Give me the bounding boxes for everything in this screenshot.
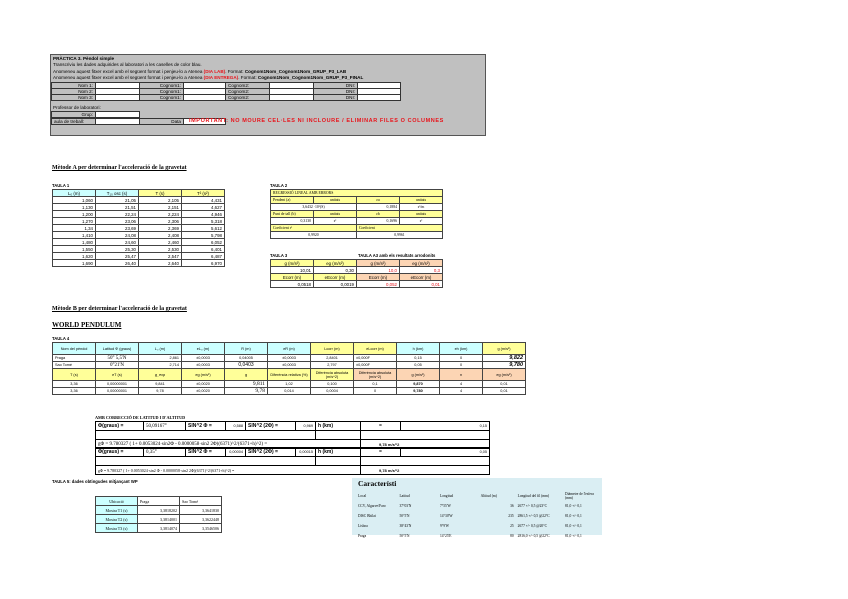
metode-b-title: Mètode B per determinar l'acceleració de la gravetat [52,306,187,312]
rel-diff-cell: 0,014 [268,388,311,395]
ea-value: 0,1884 [357,204,400,211]
abs-diff-cell: 0,0004 [311,388,354,395]
t-cell: 2,530 [139,246,182,253]
carac-header: Altitud (m) [480,494,497,498]
table-row [53,388,526,395]
t10-cell[interactable]: 25,30 [96,246,139,253]
n-cell[interactable]: 4 [440,388,483,395]
elcorr-cell: ±0,000F [354,362,397,369]
taula4-header: eL₀ (m) [182,343,225,355]
sample-label: Mostra T3 (s) [96,524,138,533]
l0-cell[interactable]: 1,410 [53,232,96,239]
table-row [53,246,225,253]
nom-label: Nom 1: [52,83,96,89]
cognom1-label: Cognom1: [140,95,184,101]
eecorr-header: eEcorr (m) [314,274,357,281]
taula2-label: TAULA 2 [270,183,288,188]
abs-diff-rounded-cell[interactable]: 0,1 [354,381,397,388]
t-cell: 2,151 [139,204,182,211]
h-label: h (km) [316,422,361,431]
unitats-label: unitats [314,197,357,204]
sin2-value: 0,00004 [226,448,246,457]
carac-header: Latitud [399,494,410,498]
aula-input[interactable] [96,119,140,125]
gravity-result: 9,78 m/s^2 [361,440,490,449]
grup-input[interactable] [96,112,140,118]
carac-header: Longitud [440,494,454,498]
eh-cell[interactable]: 0 [440,362,483,369]
l0-cell[interactable]: 1,060 [53,197,96,204]
taula5-label: TAULA 5: dades obtingudes mitjançant WP [52,479,138,484]
gravity-formula: gΦ = 9.780327 ( 1+ 0.0053024·sin2 Φ - 0.0000058·sin2 2Φ)(6371)^2/(6371+h)^2) = [96,466,361,475]
sin2-label: SIN^2 Φ = [186,422,226,431]
punt-tall-value: 0,3130 [271,218,314,225]
table-row [53,218,225,225]
t2-cell: 4,431 [182,197,225,204]
cognom2-label: Cognom2: [226,89,270,95]
data-label: Data [140,119,184,125]
practice-title: PRÀCTICA 3. Pèndol simple [53,56,115,61]
coef-r2-value: 0,9920 [271,232,357,239]
g-exp-cell: 9,78 [139,388,182,395]
coef-r2-label: Coeficient r² [271,225,357,232]
table-row [53,239,225,246]
taula4-header: eh (km) [440,343,483,355]
r-cell[interactable]: 0,04005 [225,355,268,362]
praga-value[interactable]: 3,3814074 [138,524,180,533]
unitats-label: unitats [400,211,443,218]
table-row [356,531,602,541]
taula-a3-label: TAULA A3 amb els resultats arrodonits [358,253,436,258]
carac-cell: 81,0 +/- 0,1 [565,504,582,508]
eb-label: εb [357,211,400,218]
l0-cell[interactable]: 1,480 [53,239,96,246]
t10-cell[interactable]: 24,08 [96,232,139,239]
professor-label: Professor de laboratori: [53,105,101,110]
r-cell[interactable]: 0,0403 [225,362,268,369]
carac-header: Local [358,494,367,498]
carac-cell: 38°43'N [399,524,412,528]
eg-cell: ±0,0020 [182,381,225,388]
t2-cell: 6,487 [182,253,225,260]
carac-cell: 81,0 +/- 0,1 [565,524,582,528]
er-cell[interactable]: ±0,0003 [268,362,311,369]
carac-cell: 2816,0 +/- 0,5 @22°C [517,534,550,538]
caracteristiques-table [356,491,602,541]
sao-tome-value[interactable]: 3,3641830 [180,506,222,515]
t10-cell[interactable]: 21,51 [96,204,139,211]
table-row [356,511,602,521]
taula4-header2: eT (s) [96,369,139,381]
table-row [53,232,225,239]
table-row [356,521,602,531]
phi-value[interactable]: 0,35° [144,448,186,457]
et-cell[interactable]: 0,00000001 [96,388,139,395]
carac-cell: 25 [510,524,514,528]
g-theory-cell: 9,78 [225,388,268,395]
g-rounded-cell[interactable]: 9,870 [397,381,440,388]
eecorr-rounded-value[interactable]: 0,01 [400,281,443,288]
nom-label: Nom 2: [52,89,96,95]
l0-cell[interactable]: 1,550 [53,246,96,253]
equals-sign: = [361,448,401,457]
t-cell: 2,306 [139,218,182,225]
t-cell: 2,105 [139,197,182,204]
carac-cell: 2677 +/- 0,5 @20°C [517,524,548,528]
table-row [356,501,602,511]
students-table [51,82,401,101]
aula-label: aula de treball: [52,119,96,125]
eg-header: eg (m/s²) [314,260,357,267]
ecorr-rounded-value[interactable]: 0,052 [357,281,400,288]
h-cell[interactable]: 0,05 [397,362,440,369]
taula4-header2: T (s) [53,369,96,381]
t10-cell[interactable]: 22,24 [96,211,139,218]
nom-input[interactable] [96,95,140,101]
sao-tome-value[interactable]: 3,3622448 [180,515,222,524]
t-cell: 2,369 [139,225,182,232]
table-row [53,225,225,232]
carac-header: Longitud del fil (mm) [517,494,550,498]
nom-label: Nom 3: [52,95,96,101]
eh-cell[interactable]: 0 [440,355,483,362]
taula3-label: TAULA 3 [270,253,288,258]
t10-cell[interactable]: 24,60 [96,239,139,246]
praga-value[interactable]: 3,3818202 [138,506,180,515]
taula5 [95,496,222,533]
taula2-regression [270,189,443,239]
taula4-header2: eg (m/s²) [182,369,225,381]
eg-rounded-cell[interactable]: 0,01 [483,388,526,395]
sin22-label: SIN^2 (2Φ) = [246,448,296,457]
punt-tall-unit: s² [314,218,357,225]
carac-cell: 2861,5 +/- 0,5 @22°C [517,514,550,518]
l0-cell[interactable]: 2,714 [139,362,182,369]
sample-label: Mostra T1 (s) [96,506,138,515]
eb-unit: s² [400,218,443,225]
sin22-value: 0,00015 [296,448,316,457]
carac-header: Diàmetre de l'esfera (mm) [565,492,594,500]
instruction-text: Transcriviu les dades adquirides al laboratori a les caselles de color blau. [53,62,202,67]
carac-cell: 50°5'N [399,514,410,518]
t-cell: 2,224 [139,211,182,218]
eg-cell: ±0,0020 [182,388,225,395]
phi-value[interactable]: 50,09167° [144,422,186,431]
taula4-label: TAULA 4 [52,336,70,341]
l0-cell[interactable]: 1,270 [53,218,96,225]
taula1-header: T (s) [139,190,182,197]
latitude-cell[interactable]: 0°21'N [96,362,139,369]
dni-label: DNI: [314,89,358,95]
carac-cell: 80 [510,534,514,538]
t2-cell: 5,612 [182,225,225,232]
taula1-label: TAULA 1 [52,183,70,188]
el0-cell[interactable]: ±0,0003 [182,362,225,369]
t-cell[interactable]: 3,36 [53,388,96,395]
latitude-cell[interactable]: 50° 5,5'N [96,355,139,362]
coef-label: Coeficient [357,225,443,232]
taula4-header2: Diferència absoluta (m/s^2) [354,369,397,381]
l0-cell[interactable]: 1,620 [53,253,96,260]
eb-value: 0,1696 [357,218,400,225]
et-cell[interactable]: 0,00000001 [96,381,139,388]
g-cell: 9,780 [483,362,526,369]
carac-cell: CCV, Algarve/Faro [358,504,386,508]
sin2-label: SIN^2 Φ = [186,448,226,457]
t-cell: 2,547 [139,253,182,260]
el0-cell[interactable]: ±0,0003 [182,355,225,362]
t2-cell: 5,798 [182,232,225,239]
h-label: h (km) [316,448,361,457]
praga-header: Praga [138,497,180,506]
g-rounded-header: g (m/s²) [357,260,400,267]
taula4-header: Nom del pèndol [53,343,96,355]
g-cell: 9,822 [483,355,526,362]
taula4-header: L₀ (m) [139,343,182,355]
table-row [96,515,222,524]
taula1-header: T² (s²) [182,190,225,197]
n-cell[interactable]: 4 [440,381,483,388]
carac-cell: 36 [510,504,514,508]
phi-label: Φ(graus) = [96,422,144,431]
carac-cell: 37°03'N [399,504,412,508]
taula4-header2: g_exp [139,369,182,381]
caracteristiques-title: Característi [358,479,397,488]
carac-cell: Lisboa [358,524,368,528]
eg-value: 0,30 [314,267,357,274]
g-exp-cell: 9,841 [139,381,182,388]
sin22-value: 0,969 [296,422,316,431]
dni-label: DNI: [314,95,358,101]
t2-cell: 4,627 [182,204,225,211]
l0-cell[interactable]: 2,861 [139,355,182,362]
student-row [52,95,401,101]
carac-cell: 14°30'W [440,514,453,518]
punt-tall-label: Punt de tall (b) [271,211,314,218]
dni-input[interactable] [358,95,401,101]
carac-cell: 235 [508,514,514,518]
elcorr-cell: ±0,000F [354,355,397,362]
table-row [53,211,225,218]
eg-rounded-cell[interactable]: 0,01 [483,381,526,388]
unitats-label: unitats [314,211,357,218]
phi-label: Φ(graus) = [96,448,144,457]
taula1-header: T₁₀ osc (s) [96,190,139,197]
cognom2-label: Cognom2: [226,95,270,101]
abs-diff-cell: 0,100 [311,381,354,388]
carac-cell: Praga [358,534,367,538]
taula4-header2: Diferència absoluta (m/s^2) [311,369,354,381]
taula4-header: Latitud Φ (graus) [96,343,139,355]
gravity-formula: gΦ = 9.780327 ( 1+ 0.0053024·sin2Φ - 0.0000058·sin2 2Φ)(6371)^2/(6371+h)^2) = [96,440,361,449]
rename-final-instruction: Anomeneu aquest fitxer excel amb el següent format i penjeu-lo a Atenea (DIA ENTREGA). Format: Cognom1Nom_Cognom1Nom_GRUP_P3_FINAL [53,75,364,80]
carac-cell: 81,0 +/- 0,1 [565,534,582,538]
metode-a-title: Mètode A per determinar l'acceleració de la gravetat [52,165,187,171]
taula4-header: eLcorr (m) [354,343,397,355]
t2-cell: 6,401 [182,246,225,253]
t2-cell: 6,052 [182,239,225,246]
carac-cell: 81,0 +/- 0,1 [565,514,582,518]
carac-cell: DISC Bhilai [358,514,376,518]
g-header: g (m/s²) [271,260,314,267]
caracteristiques-panel [352,478,602,538]
eecorr-rounded-header: eEcorr (m) [400,274,443,281]
correccio-table-2 [95,447,490,475]
taula4-header: R (m) [225,343,268,355]
rel-diff-cell: 1,02 [268,381,311,388]
table-row [53,355,526,362]
rename-lab-instruction: Anomeneu aquest fitxer excel amb el següent format i penjeu-lo a Atenea (DIA LAB). Format: Cognom1Nom_Cognom1Nom_GRUP_P3_LAB [53,69,347,74]
t10-cell[interactable]: 25,47 [96,253,139,260]
ea-label: εa [357,197,400,204]
l0-cell[interactable]: 1,130 [53,204,96,211]
table-row [53,381,526,388]
table-row [53,197,225,204]
cognom1-label: Cognom1: [140,89,184,95]
carac-cell: 7°55'W [440,504,451,508]
sin2-value: 0,588 [226,422,246,431]
taula4-header: eR (m) [268,343,311,355]
praga-value[interactable]: 3,3814001 [138,515,180,524]
practice-header-block [50,54,486,136]
taula4 [52,342,526,395]
taula1-header: L₀ (m) [53,190,96,197]
gravity-result: 9,78 m/s^2 [361,466,490,475]
t-cell: 2,408 [139,232,182,239]
pendent-label: Pendent (a) [271,197,314,204]
taula4-header2: eg (m/s²) [483,369,526,381]
t-cell: 2,460 [139,239,182,246]
correccio-title: AMB CORRECCIÓ DE LATITUD I D'ALTITUD [95,415,186,420]
pendulum-name[interactable]: Sao Tomé [53,362,96,369]
g-rounded-cell[interactable]: 9,780 [397,388,440,395]
carac-cell: 14°25'E [440,534,452,538]
carac-cell: 2677 +/- 0,5 @23°C [517,504,548,508]
world-pendulum-title: WORLD PENDULUM [52,321,122,329]
taula4-header2: Diferència relativa (%) [268,369,311,381]
ecorr-header: Ecorr (m) [271,274,314,281]
l0-cell[interactable]: 1,200 [53,211,96,218]
t2-cell: 6,970 [182,260,225,267]
group-table [51,111,140,118]
table-row [53,362,526,369]
cognom1-label: Cognom1: [140,83,184,89]
h-value[interactable]: 0,05 [401,448,490,457]
lcorr-cell: 2,8401 [311,355,354,362]
t2-cell: 5,318 [182,218,225,225]
grup-label: Grup: [52,112,96,118]
carac-cell: 9°9'W [440,524,450,528]
table-row [53,260,225,267]
table-row [96,506,222,515]
cognom2-label: Cognom2: [226,83,270,89]
equals-sign: = [361,422,401,431]
t10-cell[interactable]: 21,05 [96,197,139,204]
lcorr-cell: 2,797 [311,362,354,369]
sao-tome-header: Sao Tomé [180,497,222,506]
abs-diff-rounded-cell[interactable]: 0 [354,388,397,395]
cognom2-input[interactable] [270,95,314,101]
table-row [53,204,225,211]
taula1 [52,189,225,267]
eecorr-value: 0,0019 [314,281,357,288]
h-cell[interactable]: 0,15 [397,355,440,362]
pendulum-name[interactable]: Praga [53,355,96,362]
table-row [96,524,222,533]
cognom1-input[interactable] [184,95,226,101]
correccio-table-1 [95,421,490,449]
important-warning: IMPORTANT: NO MOURE CEL·LES NI INCLOURE / ELIMINAR FILES O COLUMNES [189,118,444,124]
eg-rounded-header: eg (m/s²) [400,260,443,267]
taula3-results [270,259,443,288]
regression-title: REGRESSIÓ LINEAL AMB ERRORS [271,190,443,197]
coef-value: 0,9961 [357,232,443,239]
unitats-label: unitats [400,197,443,204]
taula4-header2: n [440,369,483,381]
t2-cell: 4,946 [182,211,225,218]
g-value: 10,01 [271,267,314,274]
h-value[interactable]: 0,15 [401,422,490,431]
table-row [53,253,225,260]
g-rounded-value[interactable]: 10,0 [357,267,400,274]
carac-cell: 50°5'N [399,534,410,538]
pendent-value: 3,6432 ·10²(S) [271,204,357,211]
sample-label: Mostra T2 (s) [96,515,138,524]
t10-cell[interactable]: 23,06 [96,218,139,225]
dni-label: DNI: [314,83,358,89]
taula4-header2: g [225,369,268,381]
t-cell: 2,640 [139,260,182,267]
t-cell[interactable]: 3,36 [53,381,96,388]
ea-unit: s²/m [400,204,443,211]
sin22-label: SIN^2 (2Φ) = [246,422,296,431]
g-theory-cell: 9,811 [225,381,268,388]
l0-cell[interactable]: 1,690 [53,260,96,267]
sao-tome-value[interactable]: 3,3546506 [180,524,222,533]
taula4-header: g (m/s²) [483,343,526,355]
er-cell[interactable]: ±0,0003 [268,355,311,362]
ubicacio-header: Ubicació [96,497,138,506]
t10-cell[interactable]: 23,69 [96,225,139,232]
taula4-header: Lcorr (m) [311,343,354,355]
eg-rounded-value[interactable]: 0,3 [400,267,443,274]
taula4-header2: g (m/s²) [397,369,440,381]
taula4-header: h (km) [397,343,440,355]
ecorr-rounded-header: Ecorr (m) [357,274,400,281]
ecorr-value: 0,0518 [271,281,314,288]
l0-cell[interactable]: 1,34 [53,225,96,232]
t10-cell[interactable]: 26,40 [96,260,139,267]
